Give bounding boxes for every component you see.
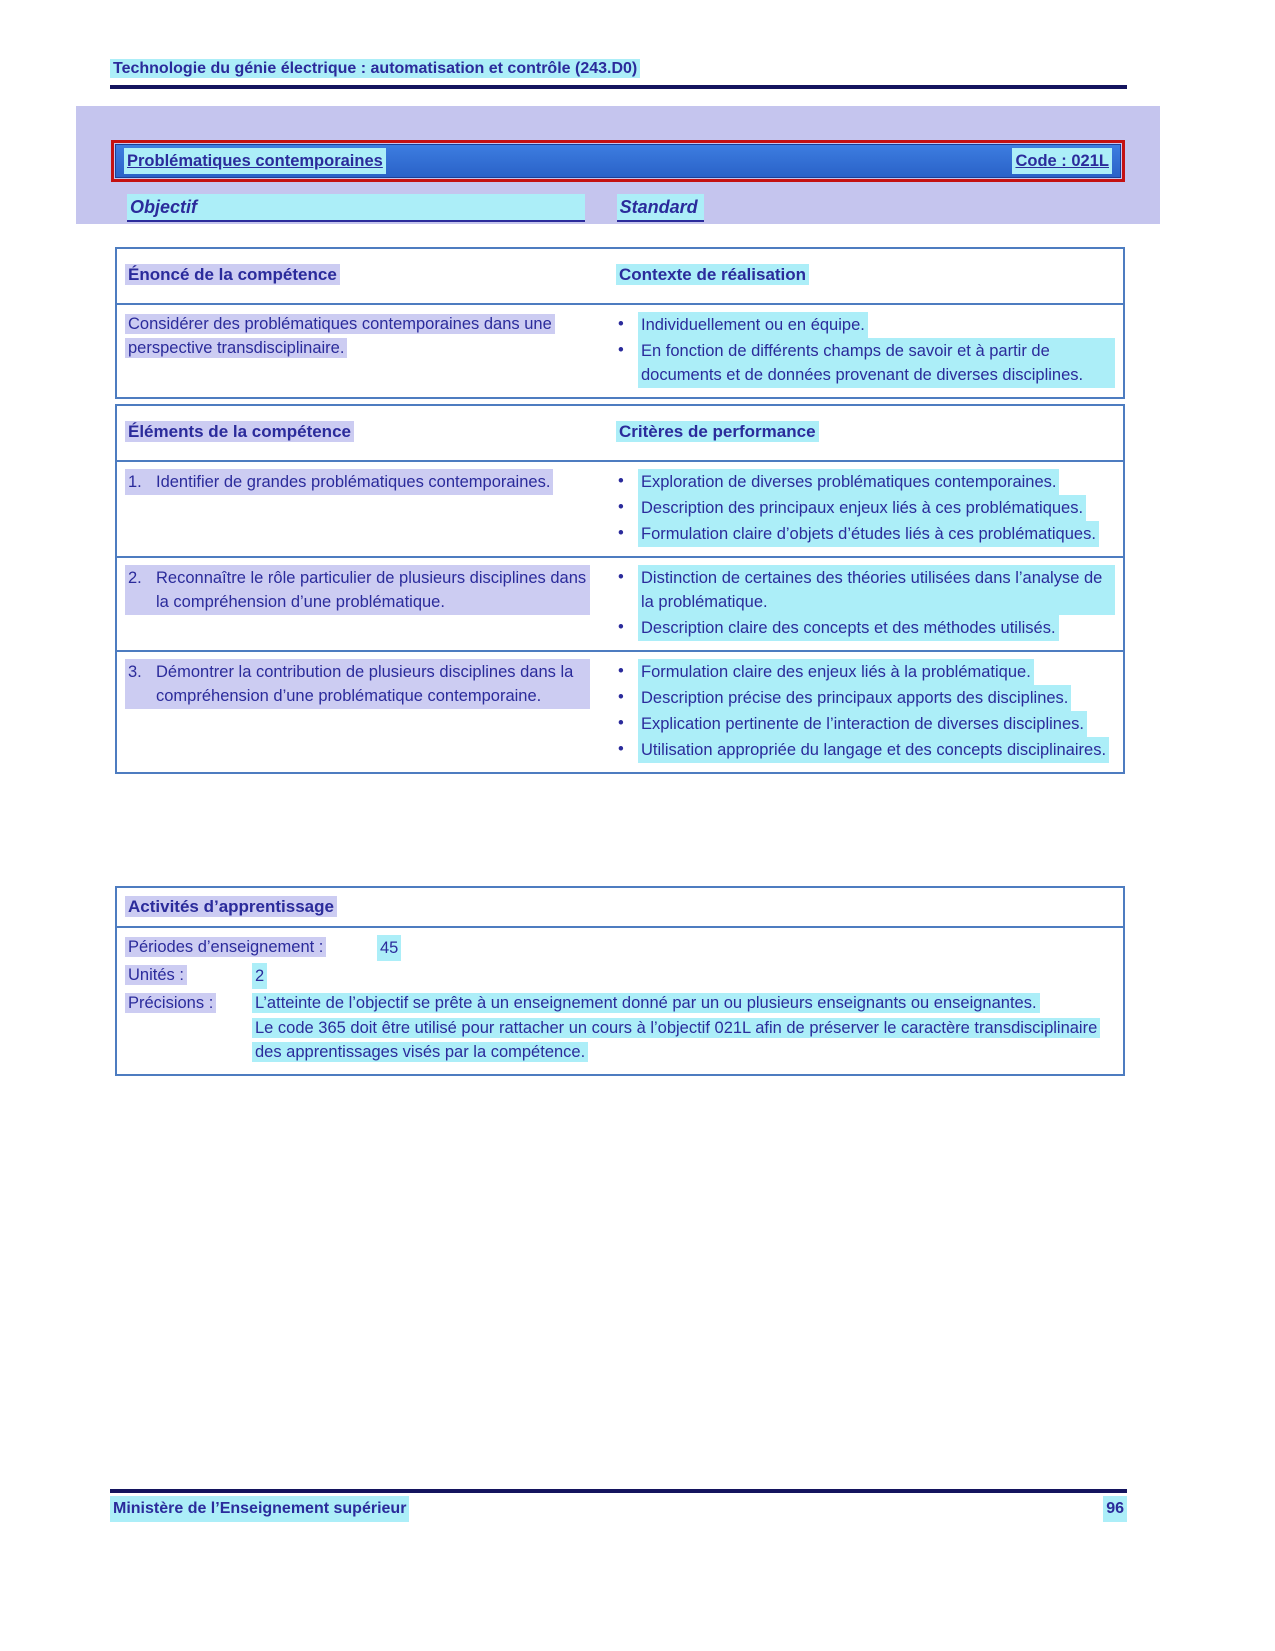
elements-header-right-cell [604,413,1123,453]
criteria-bullet [616,659,1115,685]
competence-header-right: Contexte de réalisation [616,264,809,285]
element-cell [117,558,604,650]
footer-text: Ministère de l’Enseignement supérieur [110,1496,409,1522]
bullet-icon: • [618,472,624,490]
element-row-3 [117,650,1123,772]
precisions-label-cell [125,991,252,1015]
competence-header-left-cell [117,256,604,296]
element-item [125,469,590,495]
element-text: Reconnaître le rôle particulier de plusieurs disciplines dans la compréhension d’une problématique. [153,565,590,615]
criteria-cell [604,462,1123,556]
context-bullet [616,338,1115,388]
context-bullets-cell [604,305,1123,397]
criteria-text: Explication pertinente de l’interaction de diverses disciplines. [638,711,1087,737]
context-bullet-text: En fonction de différents champs de savoir et à partir de documents et de données provenant de diverses disciplines. [638,338,1115,388]
elements-header-right: Critères de performance [616,421,819,442]
units-value: 2 [252,963,267,989]
competence-row [117,305,1123,397]
criteria-bullet [616,565,1115,615]
element-number: 2. [125,565,153,615]
competence-table [115,247,1125,399]
bullet-icon: • [618,568,624,586]
element-item [125,565,590,615]
bullet-icon: • [618,618,624,636]
document-header [110,56,1127,89]
precisions-row [117,990,1123,1066]
element-number: 3. [125,659,153,709]
criteria-bullet [616,615,1115,641]
units-label-cell [125,963,252,987]
units-label: Unités : [125,965,187,985]
objectif-heading: Objectif [127,194,585,222]
element-number: 1. [125,469,153,495]
competence-statement: Considérer des problématiques contemporaines dans une perspective transdisciplinaire. [125,314,555,358]
document-title: Technologie du génie électrique : automatisation et contrôle (243.D0) [110,59,640,78]
bullet-icon: • [618,740,624,758]
bullet-icon: • [618,662,624,680]
criteria-cell [604,652,1123,772]
element-text: Démontrer la contribution de plusieurs disciplines dans la compréhension d’une problématique contemporaine. [153,659,590,709]
footer-rule [110,1489,1127,1493]
criteria-bullet [616,711,1115,737]
criteria-text: Description claire des concepts et des méthodes utilisés. [638,615,1059,641]
page-number: 96 [1103,1496,1127,1522]
competence-header-right-cell [604,256,1123,296]
elements-table [115,404,1125,774]
criteria-bullet [616,685,1115,711]
precisions-line: Le code 365 doit être utilisé pour rattacher un cours à l’objectif 021L afin de préserver le caractère transdisciplinaire des apprentissages visés par la compétence. [252,1018,1100,1062]
footer-line [110,1496,1127,1522]
objective-code: Code : 021L [1012,148,1112,174]
periods-value: 45 [377,935,401,961]
criteria-bullet [616,737,1115,763]
criteria-text: Description des principaux enjeux liés à ces problématiques. [638,495,1086,521]
criteria-bullet [616,495,1115,521]
objective-banner [76,106,1160,224]
precisions-line: L’atteinte de l’objectif se prête à un enseignement donné par un ou plusieurs enseignants ou enseignantes. [252,993,1040,1013]
bullet-icon: • [618,524,624,542]
standard-heading: Standard [617,194,704,222]
periods-row [117,934,1123,962]
activities-header: Activités d’apprentissage [125,896,337,917]
precisions-text [252,991,1115,1065]
objective-title-bar [115,144,1121,178]
bullet-icon: • [618,498,624,516]
element-row-2 [117,556,1123,650]
bullet-icon: • [618,688,624,706]
activities-table-header [117,888,1123,928]
criteria-text: Utilisation appropriée du langage et des concepts disciplinaires. [638,737,1109,763]
activities-table [115,886,1125,1076]
document-footer [110,1489,1127,1522]
banner-labels [127,194,1160,222]
competence-header-left: Énoncé de la compétence [125,264,340,285]
element-cell [117,652,604,772]
context-bullet-text: Individuellement ou en équipe. [638,312,868,338]
elements-table-header [117,406,1123,462]
bullet-icon: • [618,315,624,333]
activities-body [117,928,1123,1074]
criteria-text: Formulation claire d’objets d’études liés à ces problématiques. [638,521,1099,547]
criteria-cell [604,558,1123,650]
periods-label-cell [125,935,377,959]
element-item [125,659,590,709]
criteria-text: Description précise des principaux apports des disciplines. [638,685,1071,711]
criteria-text: Formulation claire des enjeux liés à la problématique. [638,659,1034,685]
element-row-1 [117,462,1123,556]
context-bullet [616,312,1115,338]
criteria-text: Exploration de diverses problématiques contemporaines. [638,469,1059,495]
criteria-text: Distinction de certaines des théories utilisées dans l’analyse de la problématique. [638,565,1115,615]
units-row [117,962,1123,990]
bullet-icon: • [618,341,624,359]
precisions-paragraph [252,1016,1115,1064]
bullet-icon: • [618,714,624,732]
criteria-bullet [616,521,1115,547]
header-rule [110,85,1127,89]
periods-label: Périodes d’enseignement : [125,937,326,957]
objective-title: Problématiques contemporaines [124,148,386,174]
criteria-bullet [616,469,1115,495]
competence-table-header [117,249,1123,305]
competence-statement-cell [117,305,604,397]
element-text: Identifier de grandes problématiques contemporaines. [153,469,553,495]
precisions-paragraph [252,991,1115,1015]
precisions-label: Précisions : [125,993,216,1013]
header-title-line [110,56,1127,81]
elements-header-left-cell [117,413,604,453]
element-cell [117,462,604,556]
elements-header-left: Éléments de la compétence [125,421,354,442]
